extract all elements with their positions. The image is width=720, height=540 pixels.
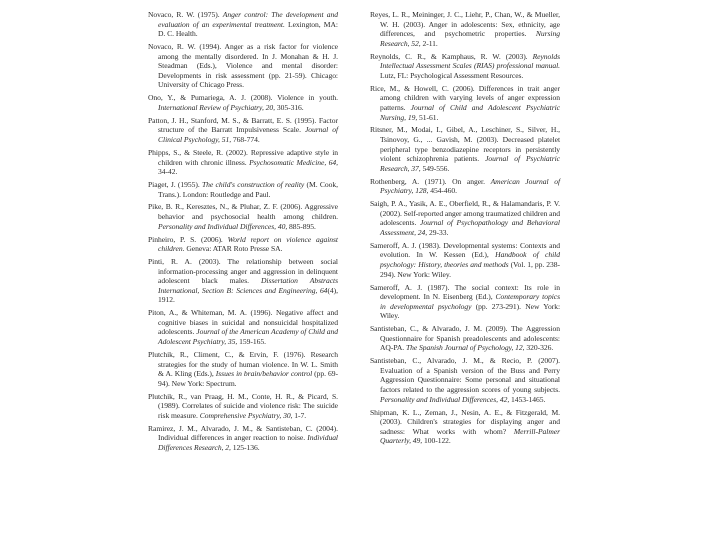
reference-italic-text: The child's construction of reality [202,179,305,189]
reference-post-text: 100-122. [422,436,451,446]
reference-pre-text: Ritsner, M., Modai, I., Gibel, A., Leschiner, S., Silver, H., Tsinovoy, G., ... Gavish, M. (2003). Decreased platelet peripheral type benzodiazepine receptors in persistently violent schizophrenia patients. [370,125,560,164]
reference-entry [370,125,560,173]
reference-italic-text: Comprehensive Psychiatry, 30, [199,410,293,420]
reference-post-text: Geneva: ATAR Roto Presse SA. [184,244,283,254]
reference-italic-text: Merrill-Palmer Quarterly, 49, [380,426,560,446]
reference-post-text: Lutz, FL: Psychological Assessment Resources. [380,70,524,80]
reference-post-text: (pp. 273-291). New York: Wiley. [380,301,560,321]
reference-post-text: 2-11. [420,38,438,48]
reference-post-text: (4), 1912. [158,285,338,305]
reference-post-text: (M. Cook, Trans.). London: Routledge and Paul. [158,179,338,199]
reference-italic-text: Psychosomatic Medicine, 64, [249,157,338,167]
reference-italic-text: Journal of the American Academy of Child and Adolescent Psychiatry, 35, [158,327,338,347]
reference-entry [148,93,338,112]
reference-pre-text: Novaco, R. W. (1994). Anger as a risk factor for violence among the mentally disordered. In J. Monahan & H. J. Steadman (Eds.), Violence and mental disorder: Developments in risk assessment (pp. 21-59). Chicago: University of Chicago Press. [148,42,338,90]
reference-italic-text: Journal of Psychopathology and Behavioral Assessment, 24, [380,218,560,237]
reference-entry [148,392,338,421]
reference-entry [370,408,560,446]
reference-italic-text: Contemporary topics in developmental psychology [380,292,560,311]
reference-italic-text: Journal of Child and Adolescent Psychiatric Nursing, 19, [380,102,561,122]
reference-italic-text: Dissertation Abstracts International, Section B: Sciences and Engineering, 64 [158,276,338,295]
reference-column-left [148,10,338,456]
reference-post-text: 34-42. [158,167,178,177]
reference-pre-text: Pinheiro, P. S. (2006). [148,234,228,244]
reference-pre-text: Plutchik, R., Climent, C., & Ervin, F. (1976). Research strategies for the study of human violence. In W. L. Smith & A. Kling (Eds.), [148,349,338,379]
reference-entry [370,199,560,237]
reference-pre-text: Novaco, R. W. (1975). [148,10,223,19]
reference-entry [148,116,338,145]
reference-italic-text: International Review of Psychiatry, 20, [158,102,275,112]
reference-pre-text: Shipman, K. L., Zeman, J., Nesin, A. E., & Fitzgerald, M. (2003). Children's strategies for displaying anger and sadness: What works with whom? [370,407,560,436]
reference-post-text: 1453-1465. [509,394,546,404]
reference-pre-text: Santisteban, C., Alvarado, J. M., & Recio, P. (2007). Evaluation of a Spanish version of the Buss and Perry Aggression Questionnaire: Some personal and situational factors related to the aggression scores of young subjects. [370,356,560,395]
reference-entry [148,350,338,388]
reference-pre-text: Sameroff, A. J. (1983). Developmental systems: Contexts and evolution. In W. Kessen (Ed.), [370,240,560,260]
reference-entry [370,283,560,321]
reference-post-text: 305-316. [275,102,304,112]
reference-post-text: 320-326. [524,343,554,353]
reference-entry [370,177,560,196]
reference-pre-text: Pike, B. R., Keresztes, N., & Pluhar, Z. F. (2006). Aggressive behavior and psychosocial health among children. [148,202,338,222]
reference-entry [148,148,338,177]
reference-pre-text: Rothenberg, A. (1971). On anger. [370,176,491,186]
reference-pre-text: Saigh, P. A., Yasik, A. E., Oberfield, R., & Halamandaris, P. V. (2002). Self-reported anger among traumatized children and adolescents. [370,199,560,228]
reference-post-text: 454-460. [428,186,458,196]
reference-entry [148,42,338,90]
reference-post-text: 885-895. [287,221,316,231]
reference-italic-text: Anger control: The development and evaluation of an experimental treatment. [158,10,338,29]
reference-entry [148,180,338,199]
reference-pre-text: Ono, Y., & Pumariega, A. J. (2008). Violence in youth. [148,93,338,103]
reference-entry [370,84,560,122]
reference-pre-text: Reynolds, C. R., & Kamphaus, R. W. (2003). [370,51,533,61]
reference-pre-text: Rice, M., & Howell, C. (2006). Differences in trait anger among children with varying levels of anger expression patterns. [370,83,560,112]
reference-pre-text: Pinti, R. A. (2003). The relationship between social information-processing anger and aggression in delinquent adolescent black males. [148,257,338,286]
reference-post-text: 768-774. [231,135,260,145]
reference-italic-text: Issues in brain/behavior control [215,369,313,379]
reference-entry [370,10,560,48]
reference-italic-text: The Spanish Journal of Psychology, 12, [405,343,525,353]
reference-post-text: 125-136. [230,442,260,452]
reference-pre-text: Plutchik, R., van Praag, H. M., Conte, H. R., & Picard, S. (1989). Correlates of suicide and violence risk: The suicide risk measure. [148,391,338,420]
reference-italic-text: Nursing Research, 52, [380,29,560,48]
reference-entry [148,235,338,254]
reference-italic-text: Reynolds Intellectual Assessment Scales (RIAS) professional manual. [380,51,560,71]
reference-pre-text: Ramirez, J. M., Alvarado, J. M., & Santisteban, C. (2004). Individual differences in anger reaction to noise. [148,423,338,443]
reference-entry [370,241,560,279]
reference-italic-text: Journal of Clinical Psychology, 51, [158,125,338,145]
reference-italic-text: World report on violence against children. [158,234,338,254]
reference-post-text: (Vol. 1, pp. 238-294). New York: Wiley. [380,260,560,279]
reference-pre-text: Piaget, J. (1955). [148,179,202,189]
reference-pre-text: Phipps, S., & Steele, R. (2002). Repressive adaptive style in children with chronic illness. [148,147,338,167]
reference-post-text: 1-7. [292,410,307,420]
reference-italic-text: Journal of Psychiatric Research, 37, [380,154,560,173]
reference-entry [370,324,560,353]
reference-post-text: 29-33. [427,227,449,237]
reference-entry [148,424,338,453]
reference-entry [148,202,338,231]
reference-post-text: 549-556. [420,163,450,173]
reference-post-text: Lexington, MA: D. C. Health. [158,19,338,39]
reference-post-text: (pp. 69-94). New York: Spectrum. [158,369,338,388]
reference-pre-text: Sameroff, A. J. (1987). The social context: Its role in development. In N. Eisenberg (Ed.), [370,282,560,302]
reference-pre-text: Piton, A., & Whiteman, M. A. (1996). Negative affect and cognitive biases in suicidal and nonsuicidal hospitalized adolescents. [148,308,338,337]
reference-italic-text: Personality and Individual Differences, 40, [158,221,288,231]
reference-entry [148,10,338,39]
reference-entry [370,52,560,81]
reference-italic-text: Handbook of child psychology: History, theories and methods [380,250,560,270]
reference-entry [370,356,560,404]
reference-pre-text: Patton, J. H., Stanford, M. S., & Barratt, E. S. (1995). Factor structure of the Barratt Impulsiveness Scale. [148,115,338,135]
reference-pre-text: Santisteban, C., & Alvarado, J. M. (2009). The Aggression Questionnaire for Spanish preadolescents and adolescents: AQ-PA. [370,324,560,353]
reference-pre-text: Reyes, L. R., Meininger, J. C., Liehr, P., Chan, W., & Mueller, W. H. (2003). Anger in adolescents: Sex, ethnicity, age differences, and psychometric properties. [370,10,560,39]
reference-entry [148,257,338,305]
reference-italic-text: American Journal of Psychiatry, 128, [380,176,560,196]
reference-post-text: 51-61. [417,112,439,122]
reference-italic-text: Personality and Individual Differences, 42, [380,394,510,404]
reference-entry [148,308,338,346]
reference-post-text: 159-165. [237,337,266,347]
reference-column-right [370,10,560,449]
reference-italic-text: Individual Differences Research, 2, [158,433,338,452]
